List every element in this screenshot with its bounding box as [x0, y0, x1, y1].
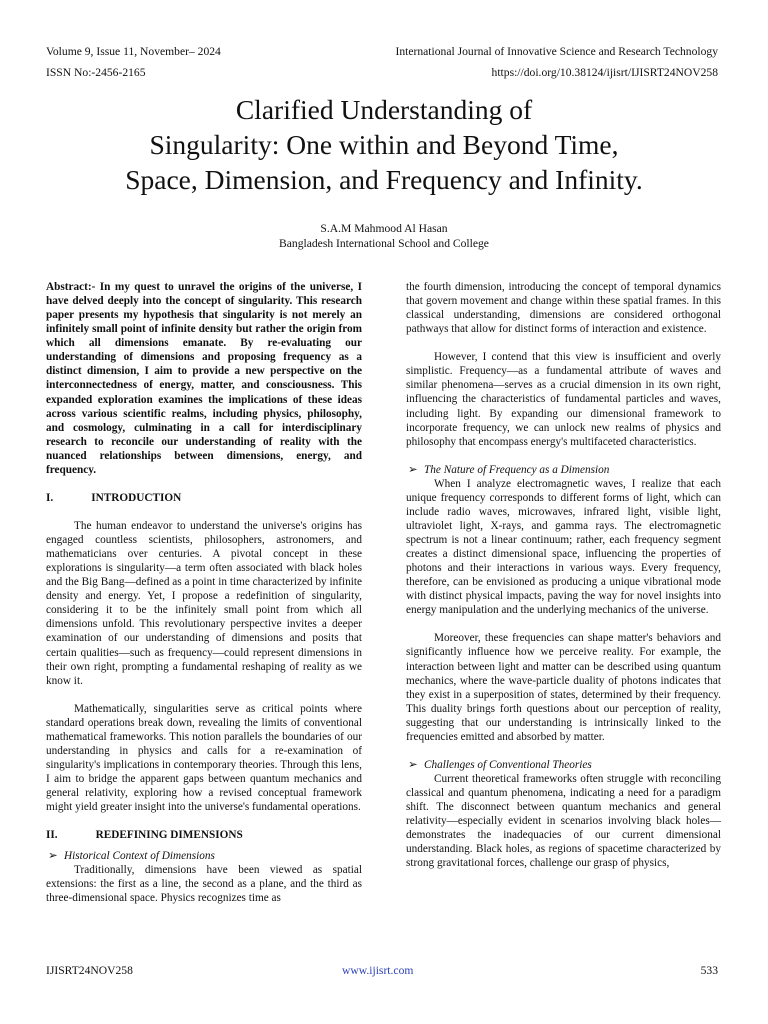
arrowhead-bullet-icon: ➢ — [408, 463, 418, 476]
abstract: Abstract:- In my quest to unravel the origins of the universe, I have delved deeply into the concept of singularity. This research paper presents my hypothesis that singularity is not merely an infinitely small point of infinite density but rather the origin from which all dimensions emanate. By re-evaluating our understanding of dimensions and proposing frequency as a distinct dimension, I aim to provide a new perspective on the interconnectedness of energy, matter, and consciousness. This expanded exploration examines the implications of these ideas across various scientific realms, including physics, philosophy, and cosmology, culminating in a call for interdisciplinary research to reconcile our understanding of reality with the nuanced relationships between dimensions, energy, and frequency. — [46, 281, 362, 476]
journal-name: International Journal of Innovative Science and Research Technology — [395, 45, 718, 58]
arrowhead-bullet-icon: ➢ — [48, 850, 58, 863]
paragraph: The human endeavor to understand the universe's origins has engaged countless scientists, philosophers, astronomers, and mathematicians over centuries. A pivotal concept in these explorations is singularity—a term often associated with black holes and the Big Bang—defined as a point in time characterized by infinite density and energy. Yet, I propose a redefinition of singularity, considering it to be the infinitely small point from which all dimensions unfold. This revolutionary perspective invites a deeper examination of our understanding of dimensions and posits that certain qualities—such as frequency—could represent dimensions in their own right, prompting a fundamental reshaping of reality as we know it. — [46, 519, 362, 687]
right-column — [406, 280, 721, 870]
author-affiliation: Bangladesh International School and College — [279, 237, 489, 250]
paragraph: When I analyze electromagnetic waves, I realize that each unique frequency corresponds to different forms of light, which can include radio waves, microwaves, infrared light, visible light, ultraviolet light, X-rays, and gamma rays. The electromagnetic spectrum is not a linear continuum; rather, each frequency segment creates a distinct dimensional space, influencing the properties of photons and their interactions in various ways. Every frequency, therefore, can be envisioned as producing a unique vibrational mode with distinct physical impacts, paving the way for novel insights into energy manipulation and the underlying mechanics of the universe. — [406, 477, 721, 617]
subsection-title: The Nature of Frequency as a Dimension — [424, 463, 610, 476]
subsection-heading — [406, 463, 721, 477]
footer-article-id: IJISRT24NOV258 — [46, 964, 133, 977]
section-heading-introduction — [46, 491, 362, 505]
section-title: INTRODUCTION — [91, 491, 182, 504]
page-number: 533 — [700, 964, 718, 977]
title-line: Clarified Understanding of — [235, 94, 533, 125]
arrowhead-bullet-icon: ➢ — [408, 758, 418, 771]
paragraph: Current theoretical frameworks often struggle with reconciling classical and quantum phenomena, indicating a need for a paradigm shift. The disconnect between quantum mechanics and general relativity—especially evident in scenarios involving black holes—demonstrates the inadequacies of our current dimensional understanding. Black holes, as regions of spacetime characterized by strong gravitational forces, challenge our grasp of physics, — [406, 772, 721, 870]
title-line: Singularity: One within and Beyond Time, — [149, 129, 619, 160]
left-column — [46, 280, 362, 906]
paragraph: Traditionally, dimensions have been viewed as spatial extensions: the first as a line, the second as a plane, and the third as three-dimensional space. Physics recognizes time as — [46, 864, 362, 905]
subsection-title: Challenges of Conventional Theories — [424, 758, 592, 771]
author-name: S.A.M Mahmood Al Hasan — [320, 222, 448, 235]
volume-info: Volume 9, Issue 11, November– 2024 — [46, 45, 221, 58]
issn-info: ISSN No:-2456-2165 — [46, 66, 146, 79]
paragraph: However, I contend that this view is insufficient and overly simplistic. Frequency—as a fundamental attribute of waves and similar phenomena—serves as a crucial dimension in its own right, influencing the characteristics of fundamental particles and waves, including light. By expanding our dimensional framework to incorporate frequency, we can unlock new realms of physics and philosophy that encompass energy's multifaceted characteristics. — [406, 351, 721, 448]
paragraph-continuation: the fourth dimension, introducing the concept of temporal dynamics that govern movement and change within these spatial frames. In this classical understanding, dimensions are considered orthogonal pathways that allow for distinct forms of interaction and existence. — [406, 281, 721, 336]
doi-link[interactable]: https://doi.org/10.38124/ijisrt/IJISRT24NOV258 — [491, 66, 718, 79]
footer-website-link[interactable]: www.ijisrt.com — [342, 964, 414, 977]
title-line: Space, Dimension, and Frequency and Infinity. — [125, 164, 643, 195]
paragraph: Mathematically, singularities serve as critical points where standard operations break down, revealing the limits of conventional mathematical frameworks. This notion parallels the boundaries of our understanding in physics and calls for a re-examination of singularity's implications in contemporary theories. Through this lens, I aim to bridge the apparent gaps between quantum mechanics and general relativity, exploring how a revised conceptual framework might yield greater insight into the universe's fundamental operations. — [46, 702, 362, 814]
section-number: II. — [46, 829, 58, 842]
section-heading-redefining-dimensions — [46, 828, 362, 842]
section-title: REDEFINING DIMENSIONS — [95, 829, 243, 842]
subsection-title: Historical Context of Dimensions — [64, 850, 215, 863]
section-number: I. — [46, 491, 54, 504]
subsection-heading — [46, 849, 362, 863]
subsection-heading — [406, 758, 721, 772]
paper-title — [40, 92, 728, 197]
paragraph: Moreover, these frequencies can shape matter's behaviors and significantly influence how we perceive reality. For example, the interaction between light and matter can be described using quantum mechanics, where the wave-particle duality of photons indicates that they exist in a superposition of states, determined by their frequency. This duality brings forth questions about our perception of reality, suggesting that our understanding is intrinsically linked to the frequencies emitted and absorbed by matter. — [406, 632, 721, 743]
